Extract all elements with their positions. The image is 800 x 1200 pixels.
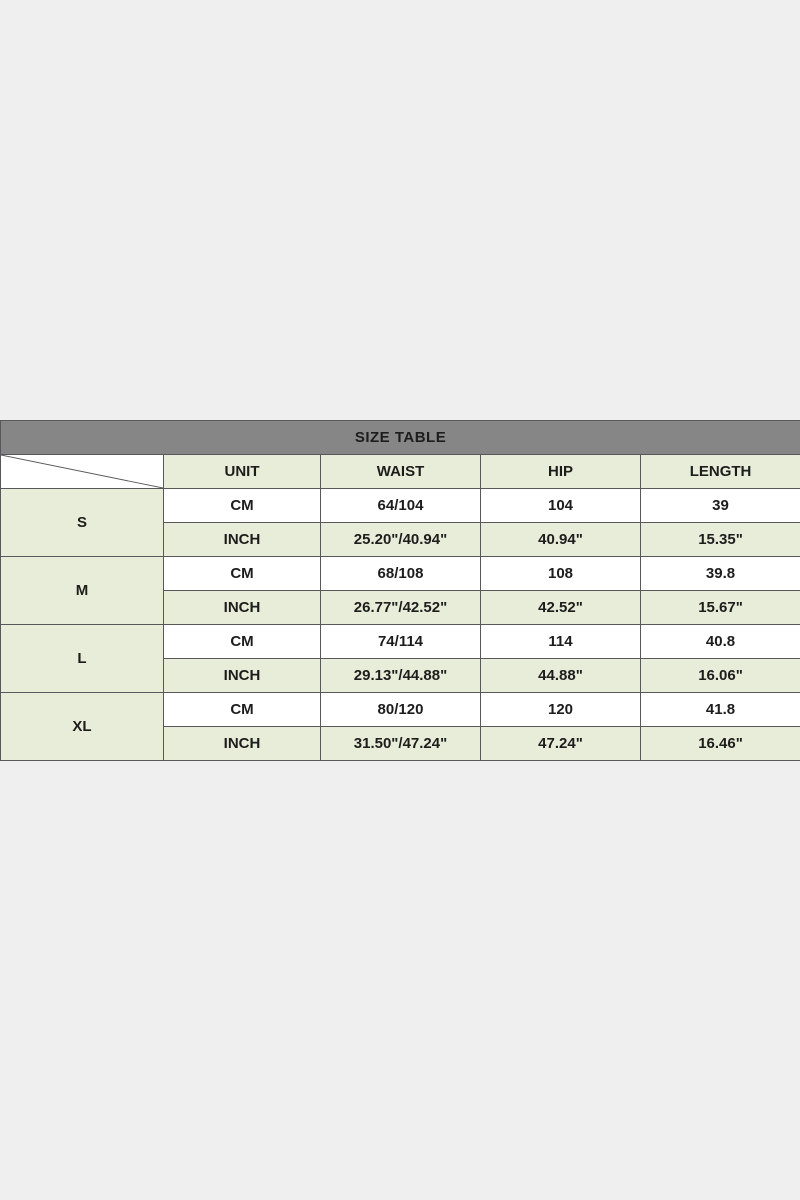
cell-unit: CM bbox=[164, 557, 321, 591]
cell-unit: INCH bbox=[164, 727, 321, 761]
table-header-row bbox=[1, 455, 800, 489]
table-title-row bbox=[1, 421, 800, 455]
cell-unit: INCH bbox=[164, 523, 321, 557]
cell-hip: 44.88" bbox=[481, 659, 641, 693]
size-label-xl: XL bbox=[1, 693, 164, 761]
cell-hip: 47.24" bbox=[481, 727, 641, 761]
diagonal-divider-icon bbox=[1, 455, 163, 488]
cell-length: 39 bbox=[641, 489, 800, 523]
cell-length: 15.67" bbox=[641, 591, 800, 625]
size-label-s: S bbox=[1, 489, 164, 557]
corner-diagonal-cell bbox=[1, 455, 164, 489]
column-header-unit: UNIT bbox=[164, 455, 321, 489]
cell-waist: 64/104 bbox=[321, 489, 481, 523]
cell-waist: 31.50"/47.24" bbox=[321, 727, 481, 761]
cell-length: 15.35" bbox=[641, 523, 800, 557]
cell-hip: 114 bbox=[481, 625, 641, 659]
cell-unit: CM bbox=[164, 693, 321, 727]
cell-hip: 104 bbox=[481, 489, 641, 523]
cell-hip: 108 bbox=[481, 557, 641, 591]
table-row bbox=[1, 557, 800, 591]
cell-hip: 120 bbox=[481, 693, 641, 727]
table-row bbox=[1, 625, 800, 659]
page-title: SIZE TABLE bbox=[1, 421, 800, 455]
column-header-length: LENGTH bbox=[641, 455, 800, 489]
column-header-waist: WAIST bbox=[321, 455, 481, 489]
size-label-m: M bbox=[1, 557, 164, 625]
cell-hip: 40.94" bbox=[481, 523, 641, 557]
cell-length: 16.06" bbox=[641, 659, 800, 693]
column-header-hip: HIP bbox=[481, 455, 641, 489]
cell-length: 39.8 bbox=[641, 557, 800, 591]
cell-waist: 74/114 bbox=[321, 625, 481, 659]
cell-waist: 80/120 bbox=[321, 693, 481, 727]
cell-hip: 42.52" bbox=[481, 591, 641, 625]
size-table bbox=[0, 420, 800, 761]
cell-waist: 29.13"/44.88" bbox=[321, 659, 481, 693]
cell-unit: INCH bbox=[164, 591, 321, 625]
size-table-container bbox=[0, 420, 800, 761]
cell-length: 41.8 bbox=[641, 693, 800, 727]
table-row bbox=[1, 489, 800, 523]
cell-unit: INCH bbox=[164, 659, 321, 693]
table-row bbox=[1, 693, 800, 727]
cell-unit: CM bbox=[164, 489, 321, 523]
cell-waist: 25.20"/40.94" bbox=[321, 523, 481, 557]
size-label-l: L bbox=[1, 625, 164, 693]
cell-waist: 26.77"/42.52" bbox=[321, 591, 481, 625]
cell-unit: CM bbox=[164, 625, 321, 659]
cell-length: 16.46" bbox=[641, 727, 800, 761]
cell-length: 40.8 bbox=[641, 625, 800, 659]
cell-waist: 68/108 bbox=[321, 557, 481, 591]
